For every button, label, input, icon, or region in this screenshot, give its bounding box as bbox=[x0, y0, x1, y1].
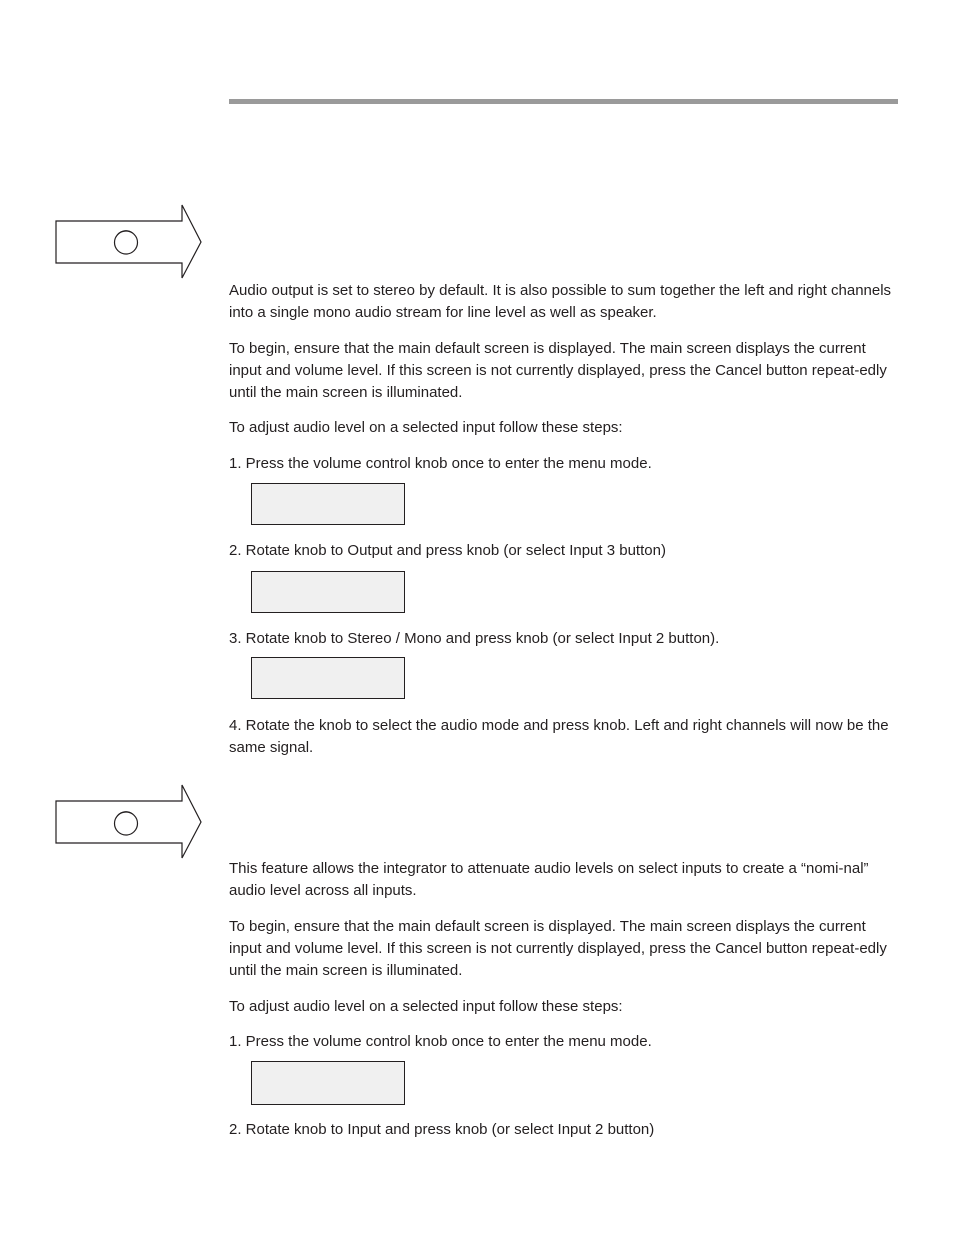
lcd-display bbox=[251, 657, 405, 699]
step-2: 2. Rotate knob to Input and press knob (or select Input 2 button) bbox=[229, 1121, 655, 1138]
step-1: 1. Press the volume control knob once to enter the menu mode. bbox=[229, 455, 652, 472]
lcd-display bbox=[251, 483, 405, 525]
step-3: 3. Rotate knob to Stereo / Mono and press knob (or select Input 2 button). bbox=[229, 630, 720, 647]
intro-paragraph: This feature allows the integrator to attenuate audio levels on select inputs to create a “nomi-nal” audio level across all inputs. bbox=[229, 860, 869, 899]
step-1: 1. Press the volume control knob once to enter the menu mode. bbox=[229, 1033, 652, 1050]
step-4: 4. Rotate the knob to select the audio mode and press knob. Left and right channels will now be the same signal. bbox=[229, 717, 889, 756]
header-rule bbox=[229, 99, 898, 104]
knob-arrow-icon bbox=[55, 784, 205, 860]
intro-paragraph: Audio output is set to stereo by default. It is also possible to sum together the left and right channels into a single mono audio stream for line level as well as speaker. bbox=[229, 282, 892, 321]
lcd-display bbox=[251, 571, 405, 613]
step-2: 2. Rotate knob to Output and press knob (or select Input 3 button) bbox=[229, 542, 666, 559]
instruction-paragraph: To begin, ensure that the main default screen is displayed. The main screen displays the current input and volume level. If this screen is not currently displayed, press the Cancel button repeat-edly until the main screen is illuminated. bbox=[229, 340, 887, 401]
instruction-paragraph: To begin, ensure that the main default screen is displayed. The main screen displays the current input and volume level. If this screen is not currently displayed, press the Cancel button repeat-edly until the main screen is illuminated. bbox=[229, 918, 887, 979]
steps-intro: To adjust audio level on a selected input follow these steps: bbox=[229, 998, 623, 1015]
steps-intro: To adjust audio level on a selected input follow these steps: bbox=[229, 419, 623, 436]
knob-arrow-icon bbox=[55, 204, 205, 280]
lcd-display bbox=[251, 1061, 405, 1105]
